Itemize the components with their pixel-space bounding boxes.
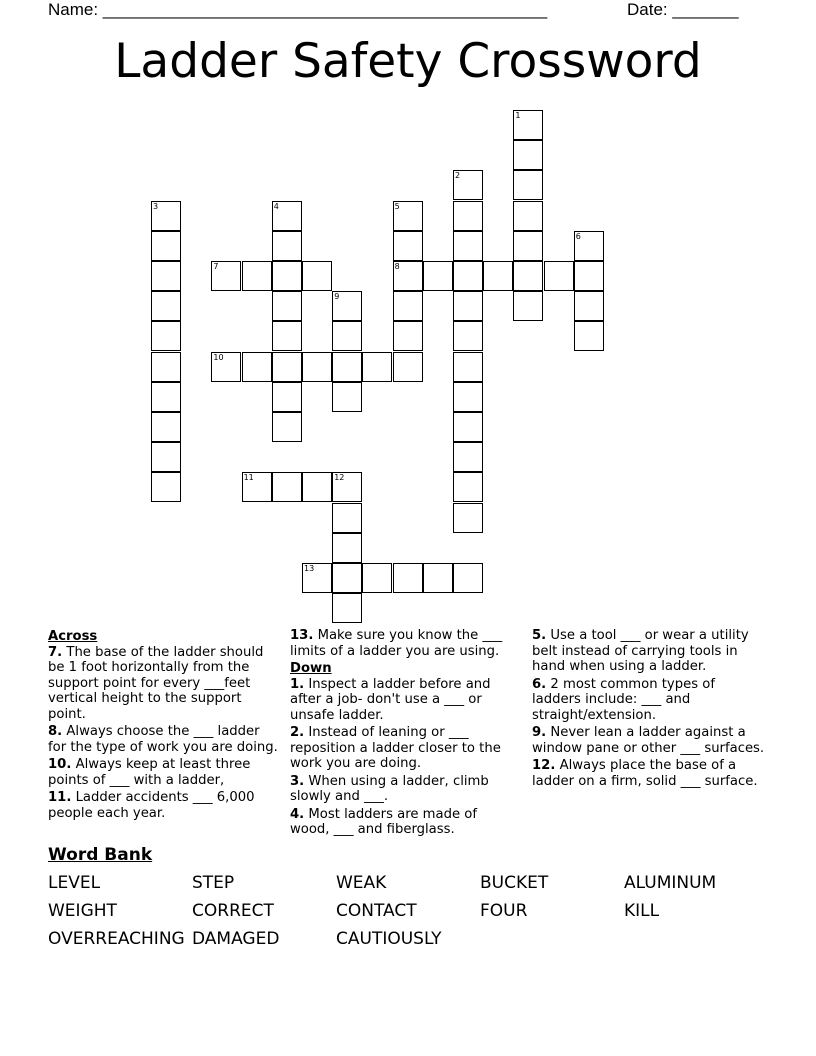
- crossword-cell[interactable]: [272, 291, 302, 321]
- down-clue-3: 3. When using a ladder, climb slowly and ___.: [290, 773, 489, 804]
- crossword-cell[interactable]: [453, 352, 483, 382]
- clue-number: 13: [304, 564, 315, 573]
- clue-number: 11: [243, 473, 254, 483]
- crossword-cell[interactable]: [453, 382, 483, 412]
- crossword-cell[interactable]: [242, 261, 272, 291]
- clue-number: 12: [334, 473, 345, 483]
- word-bank-item: DAMAGED: [192, 929, 280, 949]
- clue-number: 6: [575, 231, 581, 241]
- word-bank-item: LEVEL: [48, 873, 101, 893]
- word-bank-item: CONTACT: [336, 901, 417, 921]
- crossword-cell[interactable]: [362, 563, 392, 593]
- word-bank-item: FOUR: [480, 901, 528, 921]
- crossword-cell[interactable]: [272, 382, 302, 412]
- crossword-cell[interactable]: [151, 382, 181, 412]
- word-bank-item: WEIGHT: [48, 901, 117, 921]
- crossword-cell[interactable]: [332, 593, 362, 623]
- crossword-cell[interactable]: [302, 261, 332, 291]
- crossword-cell[interactable]: [151, 472, 181, 502]
- page-title: Ladder Safety Crossword: [114, 34, 702, 89]
- date-line: Date: _______: [627, 0, 739, 19]
- crossword-cell[interactable]: [151, 442, 181, 472]
- crossword-cell[interactable]: [453, 291, 483, 321]
- crossword-cell[interactable]: [332, 533, 362, 563]
- name-line: Name: _______________________________________________: [48, 0, 548, 19]
- clue-number: 8: [394, 262, 400, 271]
- clue-number: 4: [273, 201, 279, 211]
- crossword-cell[interactable]: [272, 321, 302, 351]
- crossword-cell[interactable]: [544, 261, 574, 291]
- crossword-cell[interactable]: [151, 321, 181, 351]
- crossword-cell[interactable]: [272, 412, 302, 442]
- clue-number: 1: [515, 111, 521, 120]
- across-clue-13: 13. Make sure you know the ___ limits of a ladder you are using.: [290, 628, 503, 659]
- crossword-cell[interactable]: [574, 261, 604, 291]
- word-bank-item: KILL: [624, 901, 660, 921]
- crossword-cell[interactable]: [423, 261, 453, 291]
- down-clue-1: 1. Inspect a ladder before and after a job- don't use a ___ or unsafe ladder.: [290, 676, 491, 723]
- crossword-cell[interactable]: [513, 170, 543, 200]
- clues-column-1: [48, 628, 280, 823]
- crossword-cell[interactable]: [453, 503, 483, 533]
- clue-number: 3: [153, 201, 159, 211]
- crossword-cell[interactable]: [272, 261, 302, 291]
- crossword-cell[interactable]: [574, 321, 604, 351]
- clues-column-3: [532, 628, 768, 791]
- crossword-cell[interactable]: [453, 231, 483, 261]
- crossword-cell[interactable]: [151, 231, 181, 261]
- crossword-cell[interactable]: [453, 472, 483, 502]
- crossword-cell[interactable]: [513, 140, 543, 170]
- crossword-cell[interactable]: [453, 412, 483, 442]
- word-bank-item: OVERREACHING: [48, 929, 185, 949]
- crossword-cell[interactable]: [302, 472, 332, 502]
- word-bank-item: ALUMINUM: [624, 873, 717, 893]
- word-bank-title: Word Bank: [48, 845, 153, 865]
- crossword-cell[interactable]: [151, 261, 181, 291]
- word-bank-item: CAUTIOUSLY: [336, 929, 442, 949]
- crossword-cell[interactable]: [151, 412, 181, 442]
- crossword-cell[interactable]: [423, 563, 453, 593]
- crossword-cell[interactable]: [513, 201, 543, 231]
- crossword-cell[interactable]: [151, 291, 181, 321]
- crossword-cell[interactable]: [513, 231, 543, 261]
- crossword-cell[interactable]: [332, 352, 362, 382]
- crossword-cell[interactable]: [242, 352, 272, 382]
- crossword-cell[interactable]: [151, 352, 181, 382]
- down-clue-12: 12. Always place the base of a ladder on a firm, solid ___ surface.: [532, 758, 758, 789]
- crossword-cell[interactable]: [393, 352, 423, 382]
- crossword-cell[interactable]: [302, 352, 332, 382]
- clue-number: 10: [213, 352, 224, 362]
- crossword-cell[interactable]: [393, 291, 423, 321]
- down-clue-5: 5. Use a tool ___ or wear a utility belt instead of carrying tools in hand when using a ladder.: [532, 628, 749, 674]
- crossword-cell[interactable]: [272, 352, 302, 382]
- down-heading: Down: [290, 661, 332, 676]
- crossword-cell[interactable]: [362, 352, 392, 382]
- word-bank: [48, 872, 768, 950]
- across-clue-7: 7. The base of the ladder should be 1 foot horizontally from the support point for every ___feet vertical height to the support point.: [48, 644, 264, 722]
- across-clue-8: 8. Always choose the ___ ladder for the type of work you are doing.: [48, 724, 278, 755]
- crossword-cell[interactable]: [393, 231, 423, 261]
- down-clue-9: 9. Never lean a ladder against a window pane or other ___ surfaces.: [532, 725, 765, 756]
- word-bank-item: CORRECT: [192, 901, 274, 921]
- crossword-cell[interactable]: [393, 321, 423, 351]
- crossword-cell[interactable]: [393, 563, 423, 593]
- down-clue-6: 6. 2 most common types of ladders include: ___ and straight/extension.: [532, 676, 715, 723]
- crossword-cell[interactable]: [332, 503, 362, 533]
- crossword-cell[interactable]: [453, 201, 483, 231]
- clue-number: 9: [334, 292, 340, 302]
- word-bank-item: STEP: [192, 873, 235, 893]
- down-clue-2: 2. Instead of leaning or ___ reposition a ladder closer to the work you are doing.: [290, 725, 501, 771]
- clue-number: 2: [455, 171, 461, 181]
- crossword-cell[interactable]: [332, 321, 362, 351]
- crossword-cell[interactable]: [272, 231, 302, 261]
- crossword-cell[interactable]: [513, 291, 543, 321]
- across-heading: Across: [48, 629, 98, 644]
- crossword-cell[interactable]: [332, 563, 362, 593]
- crossword-cell[interactable]: [574, 291, 604, 321]
- clue-number: 5: [394, 201, 400, 211]
- across-clue-11: 11. Ladder accidents ___ 6,000 people each year.: [48, 790, 255, 821]
- crossword-cell[interactable]: [453, 563, 483, 593]
- crossword-cell[interactable]: [453, 261, 483, 291]
- crossword-cell[interactable]: [453, 321, 483, 351]
- across-clue-10: 10. Always keep at least three points of ___ with a ladder,: [48, 757, 251, 788]
- crossword-cell[interactable]: [332, 382, 362, 412]
- crossword-cell[interactable]: [483, 261, 513, 291]
- crossword-cell[interactable]: [513, 261, 543, 291]
- down-clue-4: 4. Most ladders are made of wood, ___ and fiberglass.: [290, 806, 477, 837]
- word-bank-item: WEAK: [336, 873, 387, 893]
- crossword-cell[interactable]: [272, 472, 302, 502]
- crossword-cell[interactable]: [453, 442, 483, 472]
- clues-column-2: [290, 628, 516, 840]
- clue-number: 7: [213, 262, 219, 271]
- word-bank-item: BUCKET: [480, 873, 549, 893]
